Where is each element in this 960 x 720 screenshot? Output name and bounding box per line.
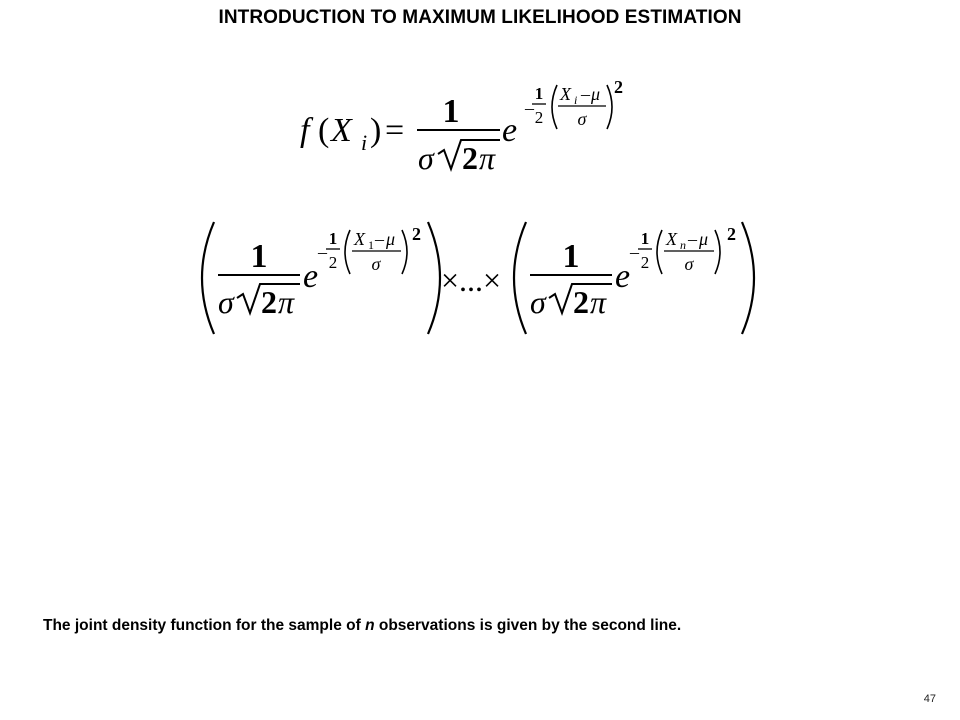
factor1-exp-x: X xyxy=(354,229,365,249)
paren-close: ) xyxy=(370,112,382,149)
factor2-half-den: 2 xyxy=(640,253,650,272)
pi-symbol: π xyxy=(479,140,496,176)
function-f: f xyxy=(300,112,310,149)
paren-open: ( xyxy=(318,112,330,149)
exponential-e: e xyxy=(502,112,518,149)
factor1-paren-left xyxy=(202,222,214,334)
factor2-pi: π xyxy=(590,284,607,320)
factor2-exp-square: 2 xyxy=(727,224,736,244)
equals-sign: = xyxy=(385,112,405,149)
factor1-pi: π xyxy=(278,284,295,320)
half-denominator: 2 xyxy=(534,108,544,127)
factor1-exp-sigma: σ xyxy=(371,254,381,274)
factor1-exp-paren-left xyxy=(345,230,350,274)
factor1-exp-subscript: 1 xyxy=(368,238,374,252)
page-number: 47 xyxy=(923,693,936,705)
mu-symbol: μ xyxy=(591,84,601,104)
factor1-half-num: 1 xyxy=(328,229,338,248)
factor2-sigma: σ xyxy=(530,284,546,320)
factor1-exp-paren-right xyxy=(402,230,407,274)
factor1-half-den: 2 xyxy=(328,253,338,272)
factor2-exp-paren-left xyxy=(657,230,662,274)
factor1-mu: μ xyxy=(386,229,396,249)
factor1-exp-square: 2 xyxy=(412,224,421,244)
factor1-numerator: 1 xyxy=(250,238,268,275)
product-ellipsis: ×...× xyxy=(441,262,502,298)
exponent-x: X xyxy=(560,84,571,104)
factor1-exp-minus-sign: – xyxy=(375,229,384,249)
factor2-exp-sigma: σ xyxy=(684,254,694,274)
caption-text-end: observations is given by the second line. xyxy=(374,617,682,634)
exponent-sigma: σ xyxy=(577,109,587,129)
caption-italic-n: n xyxy=(365,617,375,634)
two-digit: 2 xyxy=(462,140,478,176)
factor2-exp-subscript: n xyxy=(680,238,686,252)
caption-text-start: The joint density function for the sample of xyxy=(43,617,366,634)
factor1-two: 2 xyxy=(261,284,277,320)
last-factor xyxy=(514,222,754,334)
exponent-subscript-i: i xyxy=(574,93,578,107)
factor2-exp-minus-sign: – xyxy=(688,229,697,249)
variable-x: X xyxy=(331,112,352,149)
first-factor xyxy=(202,222,440,334)
numerator-one: 1 xyxy=(442,93,460,130)
half-numerator: 1 xyxy=(534,84,544,103)
exponent-square: 2 xyxy=(614,77,623,97)
subscript-i: i xyxy=(361,130,368,155)
factor1-paren-right xyxy=(428,222,440,334)
factor1-exp-minus: – xyxy=(318,242,327,262)
factor2-mu: μ xyxy=(699,229,709,249)
factor2-exp-paren-right xyxy=(715,230,720,274)
factor2-paren-left xyxy=(514,222,526,334)
factor2-two: 2 xyxy=(573,284,589,320)
factor2-exp-x: X xyxy=(666,229,677,249)
factor1-sigma: σ xyxy=(218,284,234,320)
slide-caption xyxy=(43,617,923,635)
factor2-numerator: 1 xyxy=(562,238,580,275)
slide-title: INTRODUCTION TO MAXIMUM LIKELIHOOD ESTIMATION xyxy=(218,7,742,28)
sigma-symbol: σ xyxy=(418,140,434,176)
factor2-half-num: 1 xyxy=(640,229,650,248)
factor1-e: e xyxy=(303,258,319,295)
factor2-exp-minus: – xyxy=(630,242,639,262)
exponent-minus-sign: – xyxy=(581,84,590,104)
factor2-e: e xyxy=(615,258,631,295)
exponent-minus: – xyxy=(525,98,534,118)
factor2-paren-right xyxy=(742,222,754,334)
